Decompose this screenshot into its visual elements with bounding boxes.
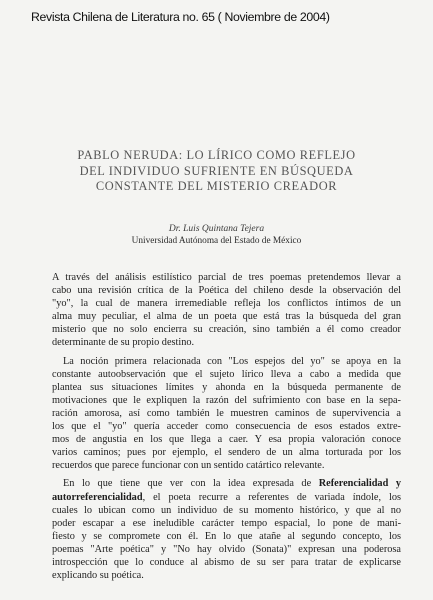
text-line: determinante de su propio destino. [52, 337, 195, 349]
text-line: varios caminos; pues por ejemplo, el sendero de un alma torturada por los [52, 447, 401, 459]
text-fragment: , el poeta recurre a referentes de variada índole, los [142, 491, 401, 503]
text-line: introspección que lo conduce al abismo de su ser para tratar de explicarse [52, 556, 401, 568]
title-line: PABLO NERUDA: LO LÍRICO COMO REFLEJO [77, 148, 356, 162]
title-line: DEL INDIVIDUO SUFRIENTE EN BÚSQUEDA [79, 163, 354, 178]
text-line: La noción primera relacionada con "Los espejos del yo" se apoya en la [63, 355, 401, 367]
running-head: Revista Chilena de Literatura no. 65 ( Noviembre de 2004) [31, 10, 330, 24]
text-line: poemas "Arte poética" y "No hay olvido (Sonata)" expresan una poderosa [52, 543, 401, 555]
author-name: Dr. Luis Quintana Tejera [168, 224, 265, 234]
text-line: explicando su poética. [52, 570, 144, 582]
text-line: misterio que no solo encierra su creación, sino también a él como creador [52, 324, 401, 336]
paragraph-2 [52, 355, 401, 473]
text-line: fiesto y se compromete con él. En lo que atañe al segundo concepto, los [52, 530, 401, 542]
text-fragment: En lo que tiene que ver con la idea expresada de [63, 478, 319, 490]
paragraph-1 [52, 271, 401, 350]
text-line: cuales lo ubican como un individuo de su momento histórico, y que al no [52, 504, 401, 516]
text-line: alma muy peculiar, el alma de un poeta que está tras la búsqueda del gran [52, 311, 401, 323]
title-line: CONSTANTE DEL MISTERIO CREADOR [95, 179, 338, 193]
text-line: motivaciones que le expliquen la razón del sufrimiento con base en la sepa- [52, 394, 401, 406]
keyword-referencialidad: Referencialidad y [318, 478, 401, 490]
keyword-autorreferencialidad: autorreferencialidad [52, 491, 143, 503]
text-line: los que el "yo" quería acceder como consecuencia de esos estados extre- [52, 421, 401, 433]
author-affiliation: Universidad Autónoma del Estado de México [131, 236, 302, 246]
text-line [52, 477, 401, 490]
text-line [52, 491, 401, 504]
text-line: poder escapar a ese ineludible carácter tempo espacial, lo pone de mani- [52, 517, 401, 529]
text-line: plantea sus situaciones límites y ahonda en la búsqueda permanente de [52, 381, 401, 393]
text-line: recuerdos que parece funcionar con un sentido catártico relevante. [52, 460, 325, 472]
text-line: A través del análisis estilístico parcial de tres poemas pretendemos llevar a [52, 272, 401, 283]
article-title [0, 148, 433, 195]
text-line: mos de angustia en los que llega a caer. Y esa propia valoración conoce [52, 434, 401, 446]
text-line: "yo", la cual de manera irremediable refleja los conflictos íntimos de un [52, 298, 401, 310]
article-body [52, 271, 401, 587]
text-line: ración amorosa, así como también le muestren caminos de supervivencia a [52, 407, 401, 419]
text-line: constante autoobservación que el sujeto lírico lleva a cabo a medida que [52, 368, 401, 380]
text-line: cabo una revisión crítica de la Poética del chileno desde la observación del [52, 285, 401, 297]
paragraph-3 [52, 477, 401, 582]
